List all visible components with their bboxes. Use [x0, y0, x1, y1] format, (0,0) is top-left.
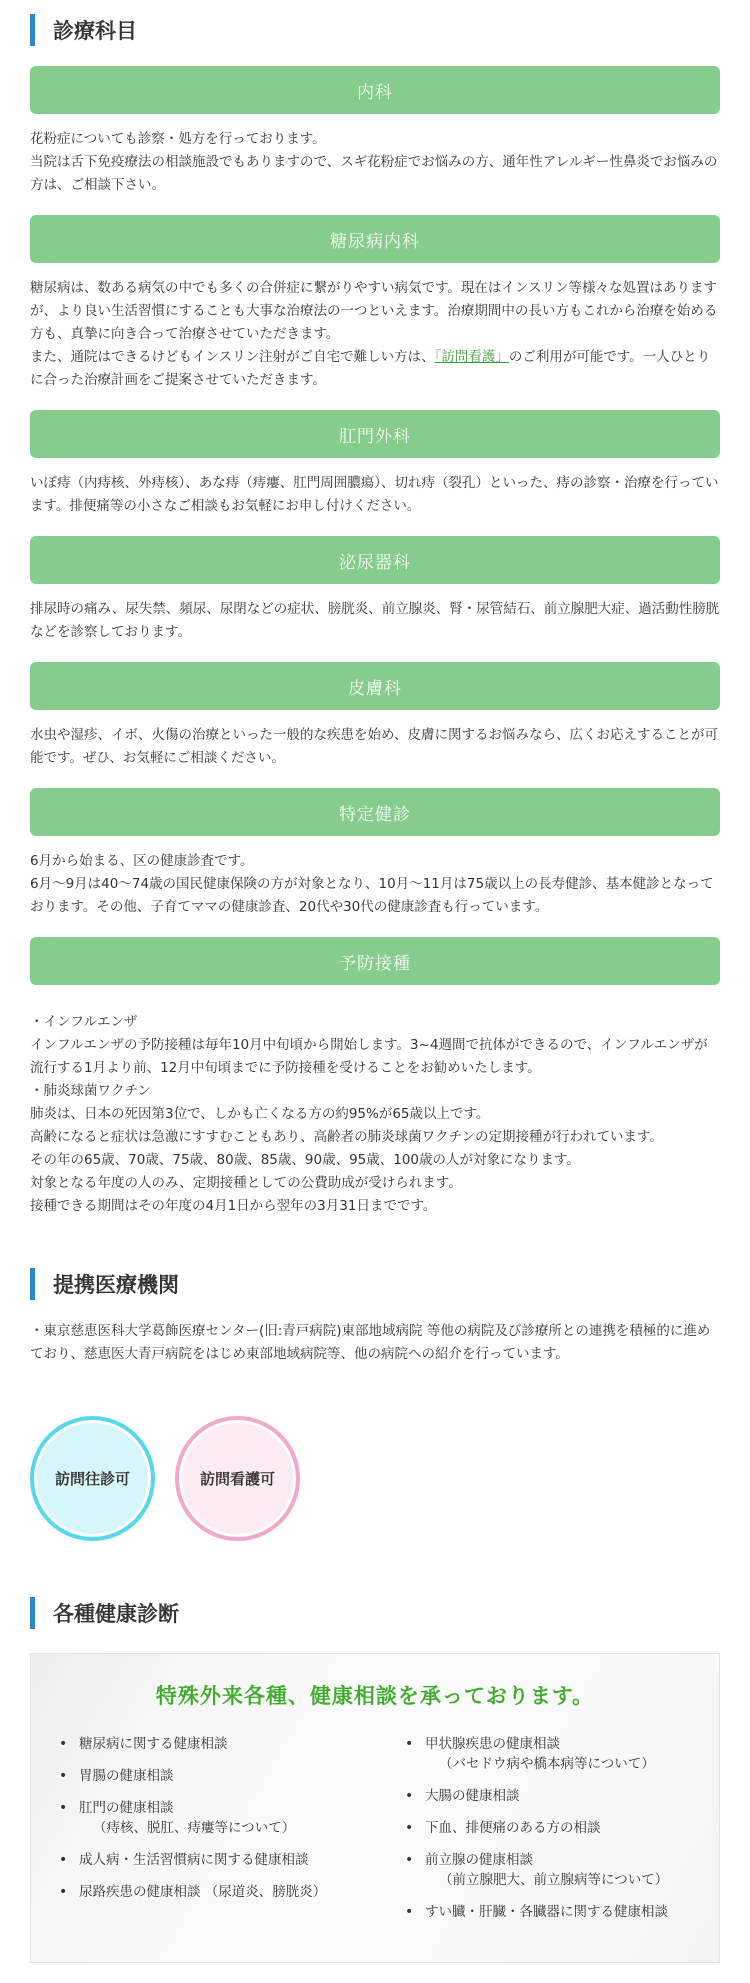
dept-text-kenshin — [30, 850, 720, 919]
list-item-label: 肛門の健康相談 — [79, 1800, 174, 1816]
dept-text-line — [30, 346, 720, 392]
dept-title-naika: 内科 — [30, 66, 720, 114]
partners-text — [30, 1320, 720, 1366]
bullet-icon: • — [59, 1736, 68, 1752]
list-item-body — [425, 1734, 655, 1774]
dept-title-komon: 肛門外科 — [30, 410, 720, 458]
checkup-title: 特殊外来各種、健康相談を承っております。 — [155, 1684, 595, 1708]
dept-text-hinyoki — [30, 598, 720, 644]
dept-text-line: 糖尿病は、数ある病気の中でも多くの合併症に繋がりやすい病気です。現在はインスリン等様々な処置はありますが、より良い生活習慣にすることも大事な治療法の一つといえます。治療期間中の長い方もこれから治療を始める方も、真摯に向き合って治療させていただきます。 — [30, 280, 718, 342]
bottom-spacer — [30, 1963, 720, 1983]
dept-text-line: 肺炎は、日本の死因第3位で、しかも亡くなる方の約95%が65歳以上です。 — [30, 1106, 490, 1122]
dept-text-line: 当院は舌下免疫療法の相談施設でもありますので、スギ花粉症でお悩みの方、通年性アレルギー性鼻炎でお悩みの方は、ご相談下さい。 — [30, 154, 718, 193]
list-item-label: 下血、排便痛のある方の相談 — [425, 1820, 601, 1836]
dept-text-segment: のご利用が可能です。一人ひとりに合った治療計画をご提案させていただきます。 — [30, 349, 711, 388]
section-heading-checkups: 各種健康診断 — [30, 1597, 720, 1629]
dept-text-line: 高齢になると症状は急激にすすむこともあり、高齢者の肺炎球菌ワクチンの定期接種が行われています。 — [30, 1129, 663, 1145]
bullet-icon: • — [59, 1884, 68, 1900]
dept-text-line: いぼ痔（内痔核、外痔核）、あな痔（痔瘻、肛門周囲膿瘍）、切れ痔（裂孔）といった、痔の診察・治療を行っています。排便痛等の小さなご相談もお気軽にお申し付けください。 — [30, 475, 719, 514]
list-item — [405, 1902, 691, 1922]
dept-text-tonyo — [30, 277, 720, 392]
bullet-icon: • — [59, 1852, 68, 1868]
checkup-list-right — [375, 1734, 691, 1934]
dept-text-line: ・インフルエンザ — [30, 1014, 138, 1030]
checkup-columns — [31, 1734, 719, 1934]
dept-text-line: 花粉症についても診察・処方を行っております。 — [30, 131, 326, 147]
dept-text-line: 排尿時の痛み、尿失禁、頻尿、尿閉などの症状、膀胱炎、前立腺炎、腎・尿管結石、前立腺肥大症、過活動性膀胱などを診察しております。 — [30, 601, 720, 640]
list-item-label: 甲状腺疾患の健康相談 — [425, 1736, 560, 1752]
bullet-icon: • — [405, 1820, 414, 1836]
dept-text-line: その年の65歳、70歳、75歳、80歳、85歳、90歳、95歳、100歳の人が対象になります。 — [30, 1152, 580, 1168]
dept-text-komon — [30, 472, 720, 518]
bullet-icon: • — [405, 1788, 414, 1804]
list-item-sub: （前立腺肥大、前立腺病等について） — [439, 1872, 669, 1888]
section-heading-partners: 提携医療機関 — [30, 1268, 720, 1300]
list-item — [59, 1882, 375, 1902]
dept-title-yobo: 予防接種 — [30, 937, 720, 985]
dept-text-line: 水虫や湿疹、イボ、火傷の治療といった一般的な疾患を始め、皮膚に関するお悩みなら、広くお応えすることが可能です。ぜひ、お気軽にご相談ください。 — [30, 727, 718, 766]
badge-visit-doctor: 訪問往診可 — [30, 1416, 155, 1541]
list-item-body — [425, 1850, 668, 1890]
list-item-label: 糖尿病に関する健康相談 — [79, 1736, 228, 1752]
dept-text-line: インフルエンザの予防接種は毎年10月中旬頃から開始します。3~4週間で抗体ができるので、インフルエンザが流行する1月より前、12月中旬頃までに予防接種を受けることをお勧めいたします。 — [30, 1037, 708, 1076]
list-item — [405, 1818, 691, 1838]
list-item-label: すい臓・肝臓・各臓器に関する健康相談 — [425, 1904, 668, 1920]
dept-text-line: 対象となる年度の人のみ、定期接種としての公費助成が受けられます。 — [30, 1175, 462, 1191]
list-item-body — [79, 1798, 295, 1838]
dept-title-hinyoki: 泌尿器科 — [30, 536, 720, 584]
bullet-icon: • — [59, 1768, 68, 1784]
section-heading-departments: 診療科目 — [30, 14, 720, 46]
dept-title-tonyo: 糖尿病内科 — [30, 215, 720, 263]
list-item-sub: （バセドウ病や橋本病等について） — [439, 1756, 655, 1772]
visiting-nurse-link[interactable]: 「訪問看護」 — [434, 349, 509, 365]
dept-text-line: 6月から始まる、区の健康診査です。 — [30, 853, 254, 869]
bullet-icon: • — [405, 1904, 414, 1920]
badge-visit-nurse: 訪問看護可 — [175, 1416, 300, 1541]
bullet-icon: • — [405, 1736, 414, 1752]
list-item — [59, 1850, 375, 1870]
bullet-icon: • — [405, 1852, 414, 1868]
bullet-icon: • — [59, 1800, 68, 1816]
dept-text-line: 6月～9月は40～74歳の国民健康保険の方が対象となり、10月～11月は75歳以上の長寿健診、基本健診となっております。その他、子育てママの健康診査、20代や30代の健康診査も行っています。 — [30, 876, 714, 915]
dept-text-line: ・肺炎球菌ワクチン — [30, 1083, 151, 1099]
page-content — [0, 14, 750, 1983]
dept-text-yobo — [30, 1011, 720, 1218]
list-item-sub: （痔核、脱肛、痔瘻等について） — [93, 1820, 296, 1836]
dept-title-hifu: 皮膚科 — [30, 662, 720, 710]
list-item — [405, 1734, 691, 1774]
dept-title-kenshin: 特定健診 — [30, 788, 720, 836]
dept-text-segment: また、通院はできるけどもインスリン注射がご自宅で難しい方は、 — [30, 349, 435, 365]
checkup-panel — [30, 1653, 720, 1963]
list-item — [59, 1766, 375, 1786]
partners-text-line: ・東京慈恵医科大学葛飾医療センター(旧:青戸病院)東部地域病院 等他の病院及び診療所との連携を積極的に進めており、慈恵医大青戸病院をはじめ東部地域病院等、他の病院への紹介を行っています。 — [30, 1323, 711, 1362]
list-item — [405, 1850, 691, 1890]
list-item-label: 成人病・生活習慣病に関する健康相談 — [79, 1852, 309, 1868]
list-item-label: 胃腸の健康相談 — [79, 1768, 174, 1784]
dept-text-naika — [30, 128, 720, 197]
list-item — [59, 1798, 375, 1838]
dept-text-hifu — [30, 724, 720, 770]
checkup-list-left — [59, 1734, 375, 1934]
service-badges — [30, 1416, 720, 1541]
dept-text-line: 接種できる期間はその年度の4月1日から翌年の3月31日までです。 — [30, 1198, 437, 1214]
list-item — [405, 1786, 691, 1806]
list-item-label: 大腸の健康相談 — [425, 1788, 520, 1804]
list-item — [59, 1734, 375, 1754]
list-item-label: 前立腺の健康相談 — [425, 1852, 533, 1868]
list-item-label: 尿路疾患の健康相談 （尿道炎、膀胱炎） — [79, 1884, 327, 1900]
